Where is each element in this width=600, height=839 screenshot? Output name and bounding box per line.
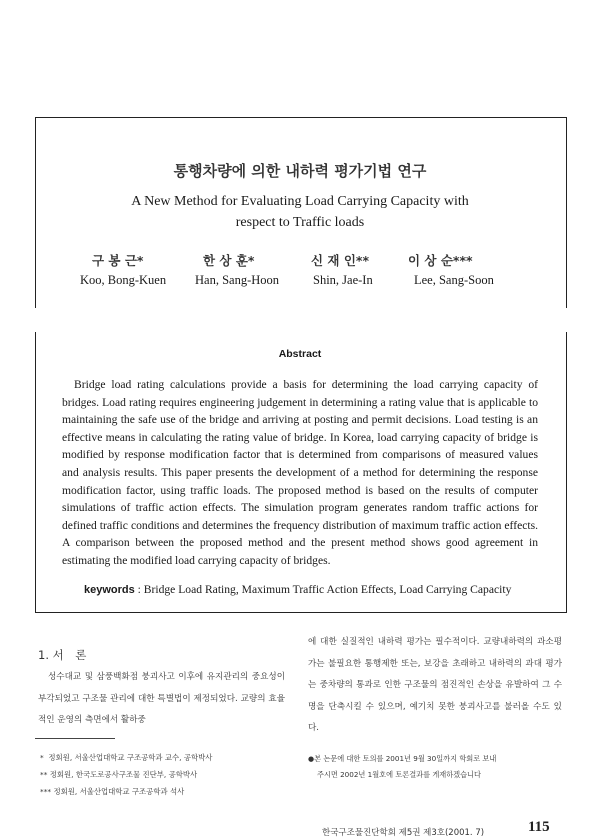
abstract-heading: Abstract	[278, 348, 322, 360]
english-title-line-1: A New Method for Evaluating Load Carrying Capacity with	[131, 194, 469, 209]
footnote-mark: **	[40, 770, 48, 779]
english-title	[0, 191, 600, 233]
footnote-mark: ***	[40, 787, 52, 796]
author-english-name: Han, Sang-Hoon	[195, 273, 280, 287]
footnote-mark: *	[40, 753, 44, 762]
abstract-body: Bridge load rating calculations provide a basis for determining the load carrying capacity of bridges. Load rating requires engineering judgement in determining a rating value that is applicable to maintaining the safe use of the bridge and arriving at posting and permit decisions. Load testing is an effective means in calculating the rating value of bridge. In Korea, load carrying capacity of bridge is modified by response modification factor that is determined from comparisons of measured values and analysis results. This paper presents the development of a method for determining the response modification factor, using traffic loads. The proposed method is based on the results of computer simulations of traffic action effects. The simulation program generates random traffic actions for defined traffic conditions and determines the frequency distribution of maximum traffic action effects. A comparison between the proposed method and the present method shows good agreement in estimating the modified load carrying capacity of bridges.	[62, 378, 538, 567]
author-korean-name: 한 상 훈*	[203, 253, 255, 268]
author-english-name: Koo, Bong-Kuen	[80, 273, 167, 287]
author-korean-name: 신 재 인**	[311, 253, 370, 268]
intro-paragraph: 성수대교 및 삼풍백화점 붕괴사고 이후에 유지관리의 중요성이 부각되었고 구조물 관리에 대한 특별법이 제정되었다. 교량의 효율적인 운영의 측면에서 활하중	[38, 672, 285, 725]
section-heading: 1. 서 론	[38, 648, 87, 662]
keywords-label: keywords	[84, 584, 135, 596]
bullet-icon: ●	[308, 755, 315, 763]
page-number: 115	[528, 819, 550, 835]
intro-paragraph-continued: 에 대한 실질적인 내하력 평가는 필수적이다. 교량내하력의 과소평가는 불필요한 통행제한 또는, 보강을 초래하고 내하력의 과대 평가는 중차량의 통과로 인한 구조물의 점진적인 손상을 유발하여 그 수명을 단축시킬 수 있으며, 예기치 못한 붕괴사고를 불러올 수도 있다.	[308, 637, 562, 733]
english-title-line-2: respect to Traffic loads	[235, 215, 365, 230]
footnote-text: 정회원, 한국도로공사구조물 진단부, 공학박사	[49, 770, 198, 779]
footnote	[40, 752, 212, 763]
keywords-line	[84, 583, 511, 596]
discussion-note-line-1: 본 논문에 대한 토의를 2001년 9월 30일까지 학회로 보내	[314, 754, 497, 763]
author-english-name: Lee, Sang-Soon	[414, 273, 494, 287]
journal-footer: 한국구조물진단학회 제5권 제3호(2001. 7)	[322, 828, 485, 838]
author-english-name: Shin, Jae-In	[313, 273, 373, 287]
footnote	[40, 786, 184, 797]
footnote-divider	[35, 738, 115, 739]
intro-right-column	[308, 632, 562, 740]
footnote	[40, 769, 197, 780]
footnote-text: 정회원, 서울산업대학교 구조공학과 교수, 공학박사	[48, 753, 213, 762]
discussion-note-line-2: 주시면 2002년 1월호에 토론결과를 게재하겠습니다	[317, 770, 481, 779]
discussion-note	[308, 751, 496, 782]
keywords-text: : Bridge Load Rating, Maximum Traffic Action Effects, Load Carrying Capacity	[134, 583, 512, 596]
intro-left-column	[38, 667, 285, 732]
footnote-text: 정회원, 서울산업대학교 구조공학과 석사	[53, 787, 185, 796]
author-korean-name: 구 봉 근*	[92, 253, 144, 268]
korean-title: 통행차량에 의한 내하력 평가기법 연구	[173, 162, 427, 180]
author-korean-name: 이 상 순***	[408, 253, 473, 268]
